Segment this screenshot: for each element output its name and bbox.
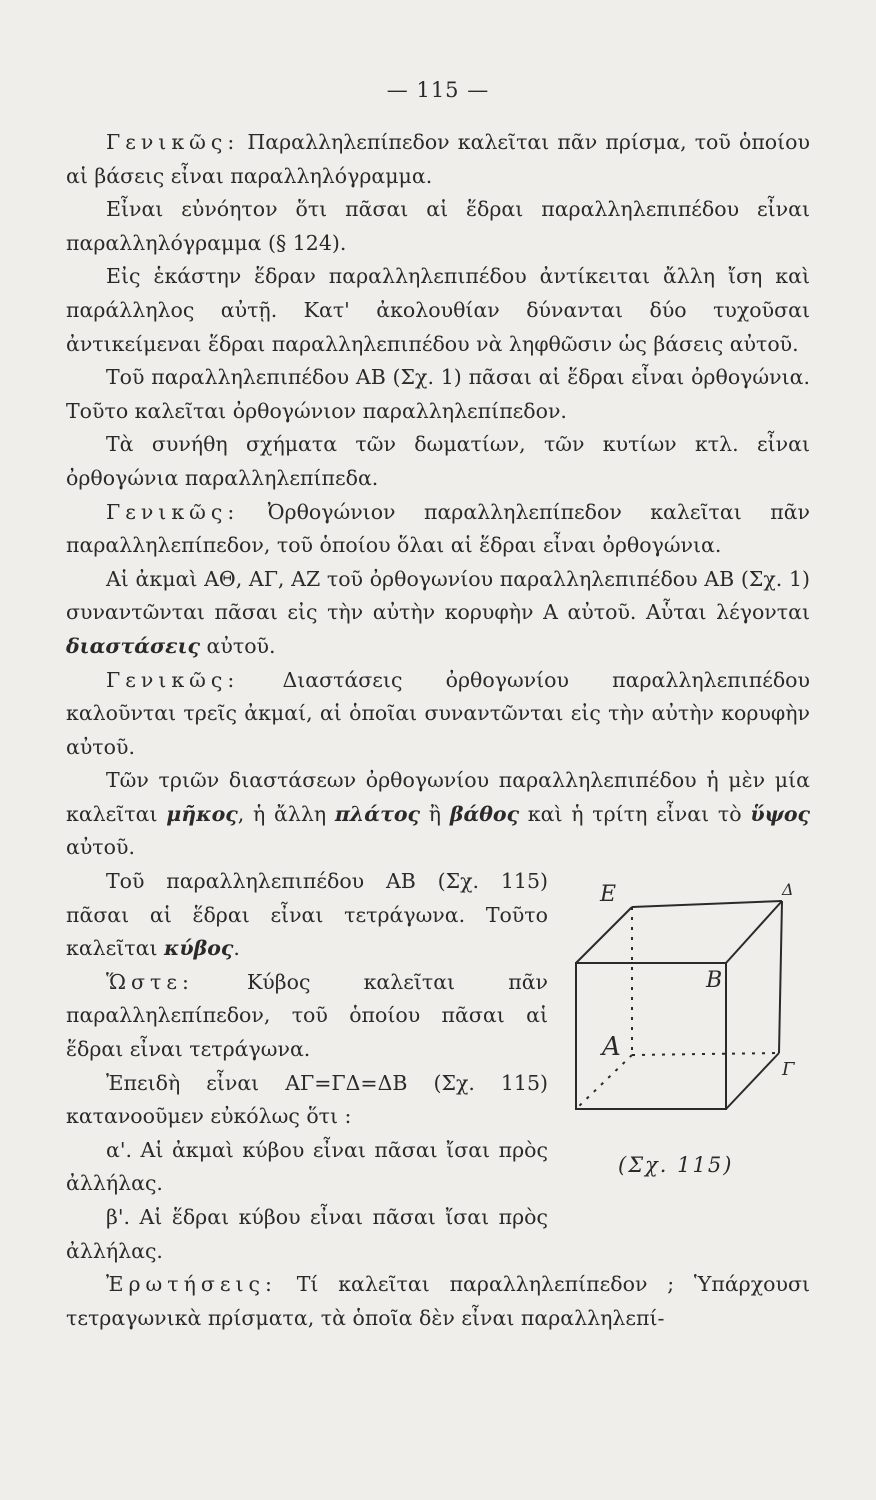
- lead-word: Ὥστε:: [106, 969, 194, 994]
- label-B: Β: [706, 968, 723, 994]
- paragraph-text: Τῶν τριῶν διαστάσεων ὀρθογωνίου παραλληλεπιπέδου ἡ μὲν μία καλεῖται: [66, 768, 810, 826]
- paragraph: Εἶναι εὐνόητον ὅτι πᾶσαι αἱ ἕδραι παραλληλεπιπέδου εἶναι παραλληλόγραμμα (§ 124).: [66, 197, 810, 255]
- emphasis: βάθος: [449, 801, 520, 826]
- paragraph: Τὰ συνήθη σχήματα τῶν δωματίων, τῶν κυτίων κτλ. εἶναι ὀρθογώνια παραλληλεπίπεδα.: [66, 432, 810, 490]
- paragraph: α'. Αἱ ἀκμαὶ κύβου εἶναι πᾶσαι ἴσαι πρὸς ἀλλήλας.: [66, 1137, 548, 1196]
- edge: [726, 901, 782, 963]
- emphasis: πλάτος: [334, 801, 421, 826]
- paragraph: [66, 126, 810, 193]
- paragraph-text: Αἱ ἀκμαὶ ΑΘ, ΑΓ, ΑΖ τοῦ ὀρθογωνίου παραλληλεπιπέδου ΑΒ (Σχ. 1) συναντῶνται πᾶσαι εἰς τὴν αὐτὴν κορυφὴν Α αὐτοῦ. Αὗται λέγονται: [66, 566, 810, 625]
- paragraph: Εἰς ἑκάστην ἕδραν παραλληλεπιπέδου ἀντίκειται ἄλλη ἴση καὶ παράλληλος αὐτῇ. Κατ' ἀκολουθίαν δύνανται δύο τυχοῦσαι ἀντικείμεναι ἕδραι παραλληλεπιπέδου νὰ ληφθῶσιν ὡς βάσεις αὐτοῦ.: [66, 264, 810, 356]
- figure-caption: (Σχ. 115): [618, 1153, 734, 1178]
- lead-word: Γενικῶς:: [106, 499, 240, 524]
- page-number: — 115 —: [386, 78, 490, 102]
- lead-word: Γενικῶς:: [106, 130, 240, 154]
- paragraph-text: Τί καλεῖται παραλληλεπίπεδον ; Ὑπάρχουσι τετραγωνικὰ πρίσματα, τὰ ὁποῖα δὲν εἶναι παραλληλεπί-: [66, 1272, 810, 1330]
- label-E: Ε: [600, 882, 617, 908]
- paragraph-text: .: [233, 936, 240, 961]
- paragraph-text: Παραλληλεπίπεδον καλεῖται πᾶν πρίσμα, τοῦ ὁποίου αἱ βάσεις εἶναι παραλληλόγραμμα.: [66, 130, 810, 188]
- emphasis: διαστάσεις: [66, 633, 201, 658]
- paragraph-text: Κύβος καλεῖται πᾶν παραλληλεπίπεδον, τοῦ ὁποίου πᾶσαι αἱ ἕδραι εἶναι τετράγωνα.: [66, 969, 548, 1062]
- hidden-edge: [632, 1053, 779, 1055]
- paragraph: [66, 563, 810, 664]
- paragraph-text: καὶ ἡ τρίτη εἶναι τὸ: [519, 801, 751, 826]
- front-face: [576, 963, 726, 1109]
- label-G: Γ: [782, 1059, 795, 1081]
- edge: [576, 907, 632, 963]
- paragraph: Τοῦ παραλληλεπιπέδου ΑΒ (Σχ. 1) πᾶσαι αἱ ἕδραι εἶναι ὀρθογώνια. Τοῦτο καλεῖται ὀρθογώνιον παραλληλεπίπεδον.: [66, 365, 810, 423]
- edge: [726, 1053, 779, 1109]
- paragraph-text: ἢ: [420, 801, 450, 826]
- hidden-edge: [576, 1055, 632, 1109]
- lead-word: Ἐρωτήσεις:: [106, 1272, 277, 1297]
- edge: [779, 901, 782, 1053]
- paragraph-text: Ὀρθογώνιον παραλληλεπίπεδον καλεῖται πᾶν παραλληλεπίπεδον, τοῦ ὁποίου ὅλαι αἱ ἕδραι εἶναι ὀρθογώνια.: [66, 499, 810, 558]
- figure-cube: [570, 867, 810, 1207]
- paragraph-text: Διαστάσεις ὀρθογωνίου παραλληλεπιπέδου καλοῦνται τρεῖς ἀκμαί, αἱ ὁποῖαι συναντῶνται εἰς τὴν αὐτὴν κορυφὴν αὐτοῦ.: [66, 667, 810, 759]
- lead-word: Γενικῶς:: [106, 667, 240, 692]
- paragraph: Ἐπειδὴ εἶναι ΑΓ=ΓΔ=ΔΒ (Σχ. 115) κατανοοῦμεν εὐκόλως ὅτι :: [66, 1070, 548, 1129]
- paragraph-text: Τοῦ παραλληλεπιπέδου ΑΒ (Σχ. 115) πᾶσαι αἱ ἕδραι εἶναι τετράγωνα. Τοῦτο καλεῖται: [66, 869, 548, 961]
- paragraph-text: αὐτοῦ.: [200, 633, 276, 658]
- emphasis: ὕψος: [750, 801, 810, 826]
- paragraph: [66, 764, 810, 865]
- label-A: Α: [602, 1032, 621, 1063]
- edge: [632, 901, 782, 907]
- paragraph-text: , ἡ ἄλλη: [237, 801, 335, 826]
- body-text: [66, 126, 810, 1335]
- paragraph: β'. Αἱ ἕδραι κύβου εἶναι πᾶσαι ἴσαι πρὸς ἀλλήλας.: [66, 1205, 548, 1263]
- emphasis: κύβος: [164, 936, 234, 961]
- cube-drawing: [570, 867, 810, 1197]
- emphasis: μῆκος: [166, 801, 238, 826]
- paragraph: [66, 664, 810, 765]
- paragraph: [66, 1268, 810, 1335]
- paragraph-text: αὐτοῦ.: [66, 835, 135, 860]
- label-D: Δ: [782, 880, 794, 900]
- paragraph: [66, 496, 810, 563]
